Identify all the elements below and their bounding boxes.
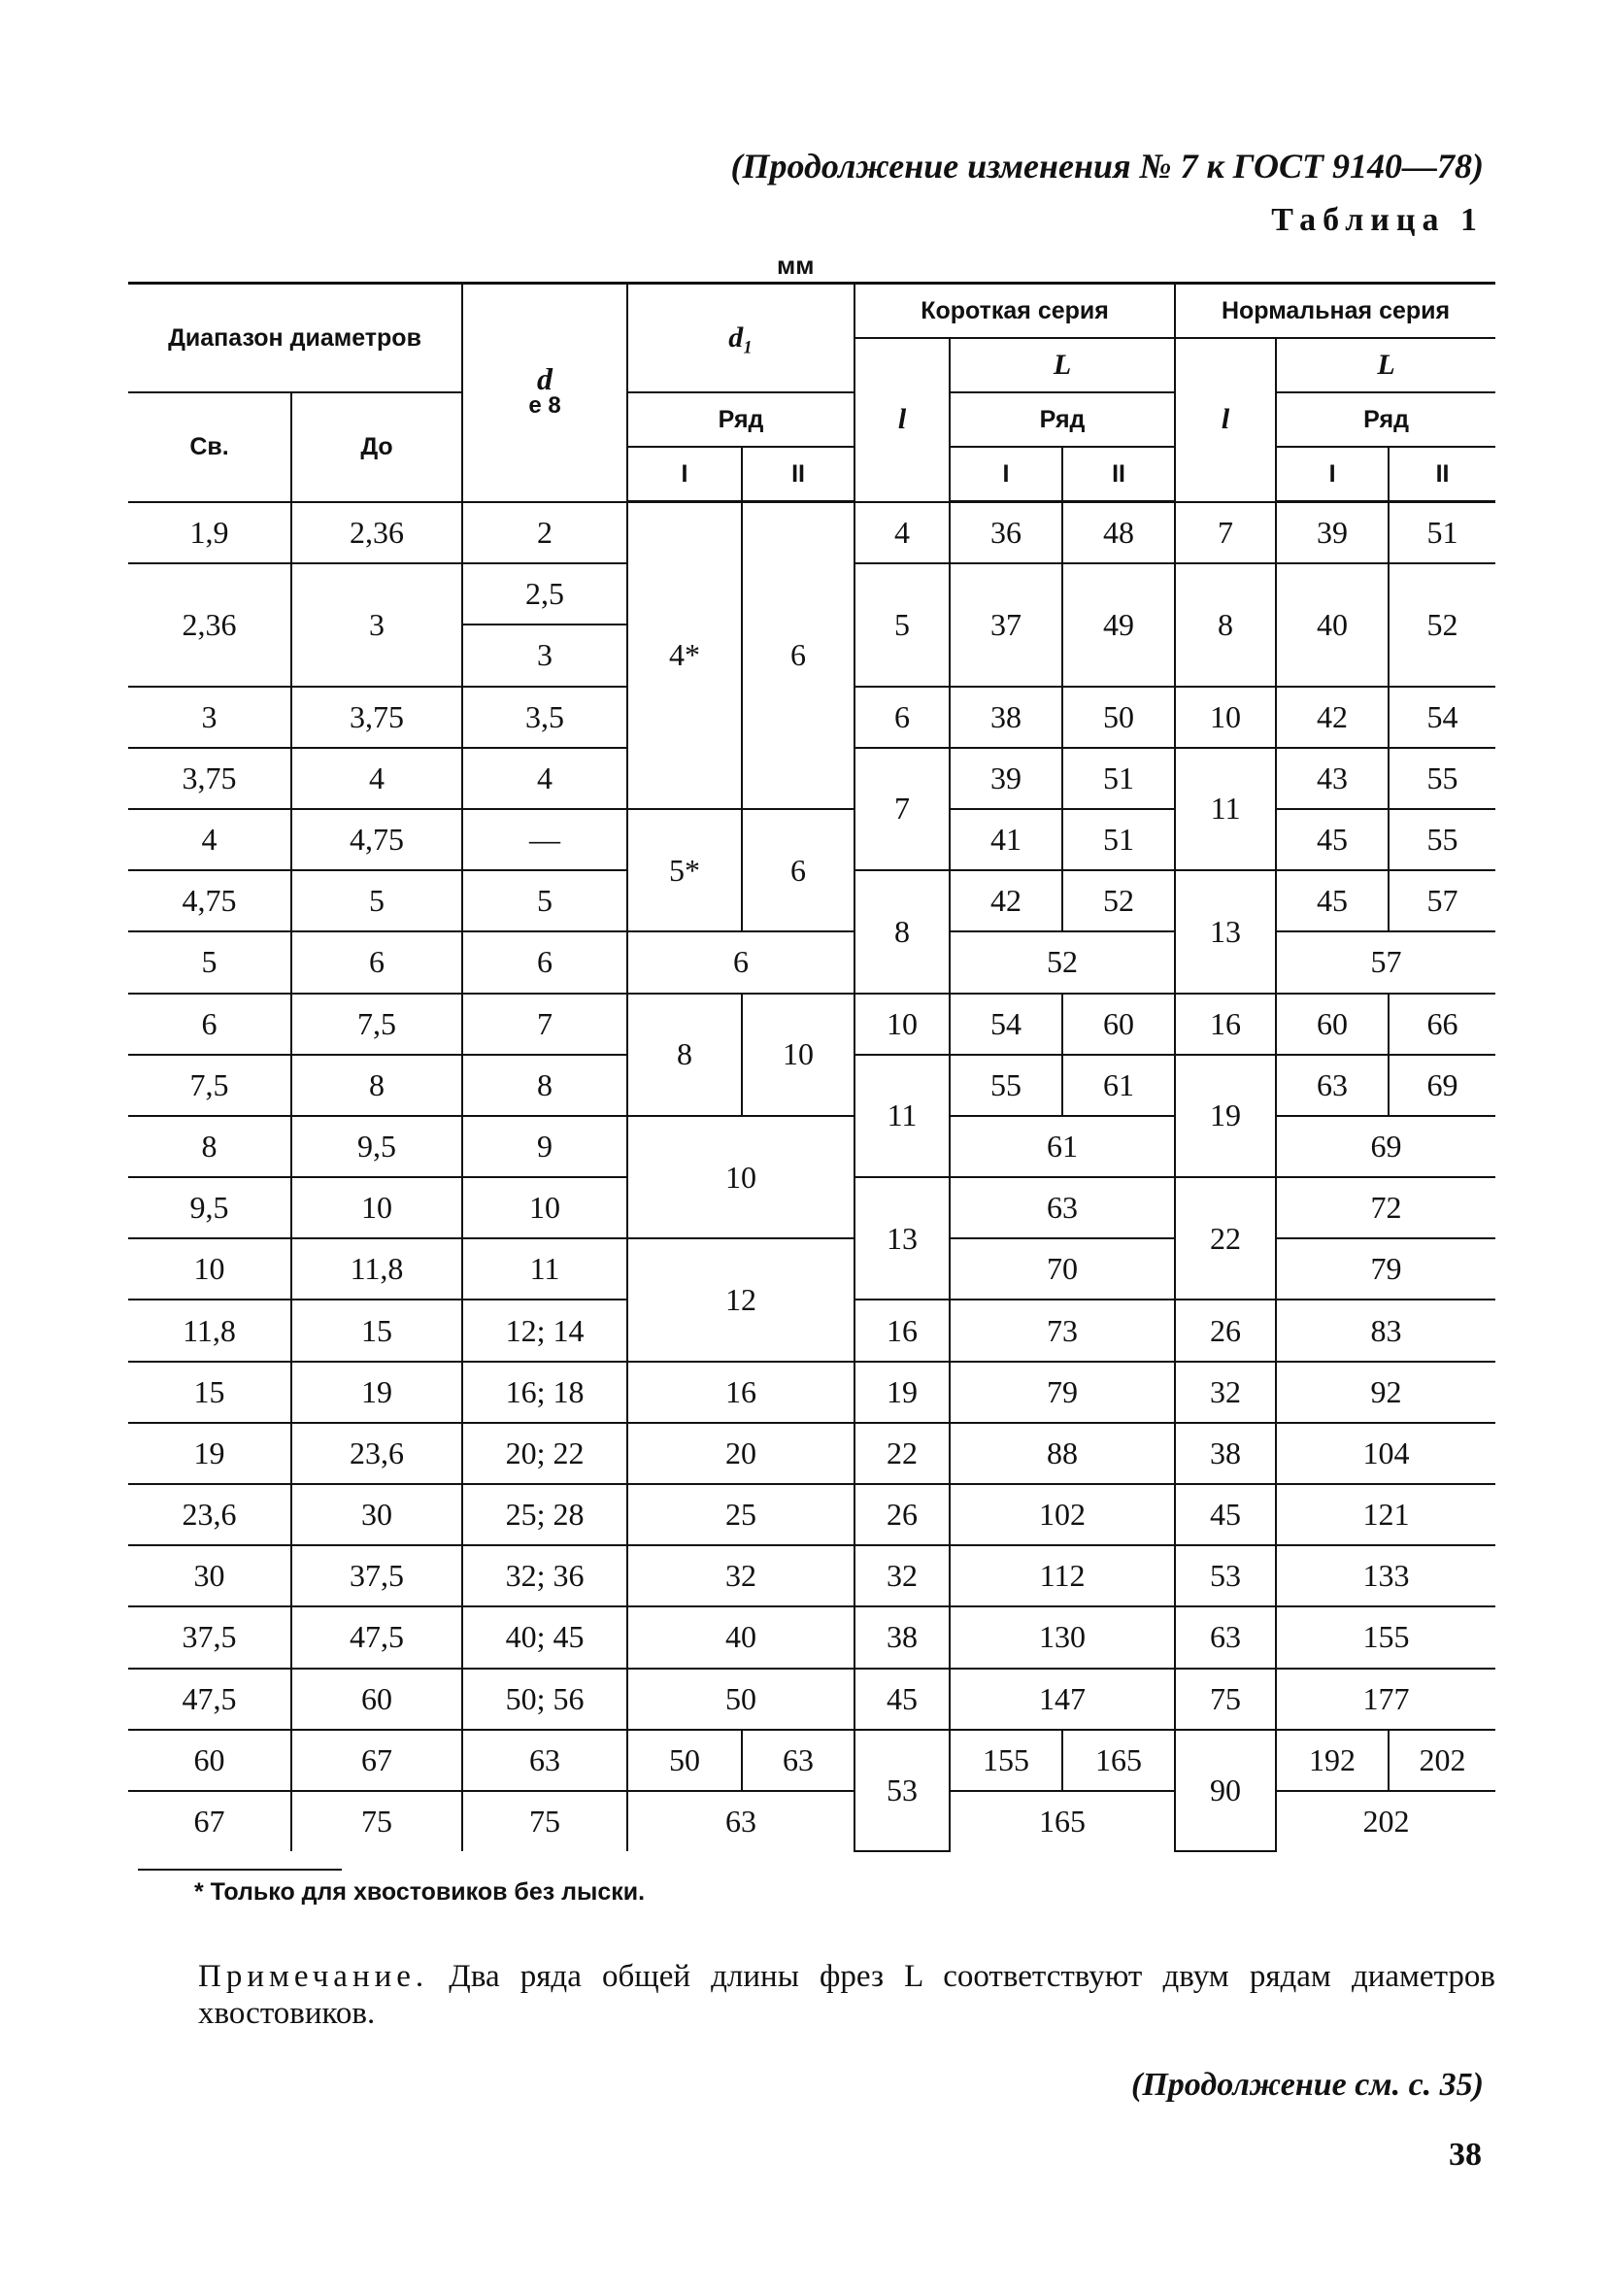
cell-normal-L-I: 43 <box>1276 748 1389 809</box>
cell-normal-l: 90 <box>1175 1730 1276 1851</box>
cell-short-L-merged: 73 <box>950 1300 1175 1361</box>
cell-d1-merged: 10 <box>627 1116 854 1238</box>
cell-short-L-II: 49 <box>1062 563 1175 686</box>
cell-d: 5 <box>462 870 627 931</box>
cell-normal-L-merged: 121 <box>1276 1484 1495 1545</box>
cell-short-L-I: 37 <box>950 563 1062 686</box>
cell-normal-L-merged: 133 <box>1276 1545 1495 1606</box>
cell-normal-L-I: 60 <box>1276 994 1389 1055</box>
header-d1-row-II: II <box>742 447 854 502</box>
cell-d: 32; 36 <box>462 1545 627 1606</box>
cell-d1-merged: 50 <box>627 1669 854 1730</box>
table-row <box>128 1362 1495 1423</box>
table-row <box>128 1238 1495 1300</box>
header-d1: d₁ <box>627 284 854 393</box>
cell-short-l: 6 <box>854 687 950 748</box>
cell-d1-merged: 32 <box>627 1545 854 1606</box>
cell-short-l: 13 <box>854 1177 950 1300</box>
cell-short-l: 11 <box>854 1055 950 1177</box>
cell-from: 23,6 <box>128 1484 291 1545</box>
cell-short-L-II: 61 <box>1062 1055 1175 1116</box>
cell-normal-l: 26 <box>1175 1300 1276 1361</box>
cell-normal-L-II: 69 <box>1389 1055 1495 1116</box>
cell-short-l: 8 <box>854 870 950 993</box>
cell-short-L-merged: 130 <box>950 1606 1175 1668</box>
cell-short-L-I: 42 <box>950 870 1062 931</box>
cell-short-L-merged: 61 <box>950 1116 1175 1177</box>
cell-d1-II: 6 <box>742 502 854 809</box>
cell-from: 47,5 <box>128 1669 291 1730</box>
cell-normal-L-II: 55 <box>1389 748 1495 809</box>
cell-short-L-II: 60 <box>1062 994 1175 1055</box>
dimensions-table <box>128 282 1495 1852</box>
cell-short-l: 16 <box>854 1300 950 1361</box>
cell-normal-L-II: 51 <box>1389 502 1495 564</box>
cell-short-L-II: 48 <box>1062 502 1175 564</box>
cell-from: 10 <box>128 1238 291 1300</box>
cell-short-l: 10 <box>854 994 950 1055</box>
table-row <box>128 502 1495 564</box>
header-d-symbol: d <box>537 361 553 397</box>
cell-short-l: 19 <box>854 1362 950 1423</box>
cell-short-l: 4 <box>854 502 950 564</box>
cell-normal-L-merged: 155 <box>1276 1606 1495 1668</box>
cell-d: 63 <box>462 1730 627 1791</box>
cell-short-L-merged: 63 <box>950 1177 1175 1238</box>
cell-short-L-merged: 70 <box>950 1238 1175 1300</box>
table-row <box>128 809 1495 870</box>
cell-to: 3 <box>291 563 462 686</box>
cell-to: 10 <box>291 1177 462 1238</box>
cell-to: 4,75 <box>291 809 462 870</box>
header-short-row: Ряд <box>950 392 1175 447</box>
cell-from: 4 <box>128 809 291 870</box>
cell-short-L-I: 55 <box>950 1055 1062 1116</box>
cell-to: 7,5 <box>291 994 462 1055</box>
header-d-tolerance: е 8 <box>528 392 561 420</box>
table-caption: Таблица 1 <box>1271 202 1484 238</box>
cell-short-L-II: 52 <box>1062 870 1175 931</box>
cell-from: 5 <box>128 931 291 993</box>
cell-normal-L-merged: 72 <box>1276 1177 1495 1238</box>
cell-d: 12; 14 <box>462 1300 627 1361</box>
header-normal-series: Нормальная серия <box>1175 284 1495 339</box>
cell-short-L-I: 54 <box>950 994 1062 1055</box>
table-row <box>128 1730 1495 1791</box>
cell-d: 25; 28 <box>462 1484 627 1545</box>
cell-short-l: 26 <box>854 1484 950 1545</box>
cell-to: 60 <box>291 1669 462 1730</box>
cell-normal-L-II: 52 <box>1389 563 1495 686</box>
cell-from: 9,5 <box>128 1177 291 1238</box>
cell-d: 40; 45 <box>462 1606 627 1668</box>
header-normal-row-II: II <box>1389 447 1495 502</box>
cell-from: 11,8 <box>128 1300 291 1361</box>
cell-d1-merged: 6 <box>627 931 854 993</box>
cell-normal-L-I: 45 <box>1276 809 1389 870</box>
cell-from: 30 <box>128 1545 291 1606</box>
cell-d1-merged: 20 <box>627 1423 854 1484</box>
cell-short-L-II: 50 <box>1062 687 1175 748</box>
cell-from: 67 <box>128 1791 291 1851</box>
cell-to: 15 <box>291 1300 462 1361</box>
header-short-L: L <box>950 338 1175 392</box>
cell-normal-L-I: 192 <box>1276 1730 1389 1791</box>
cell-from: 7,5 <box>128 1055 291 1116</box>
header-d <box>462 284 627 502</box>
cell-d: 3 <box>462 625 627 686</box>
cell-from: 2,36 <box>128 563 291 686</box>
cell-normal-L-II: 57 <box>1389 870 1495 931</box>
cell-short-L-II: 51 <box>1062 809 1175 870</box>
unit-label: мм <box>777 251 815 280</box>
cell-short-L-merged: 79 <box>950 1362 1175 1423</box>
cell-normal-l: 53 <box>1175 1545 1276 1606</box>
cell-d1-merged: 16 <box>627 1362 854 1423</box>
table-row <box>128 994 1495 1055</box>
header-short-row-II: II <box>1062 447 1175 502</box>
table-row <box>128 1484 1495 1545</box>
cell-from: 37,5 <box>128 1606 291 1668</box>
cell-normal-L-I: 39 <box>1276 502 1389 564</box>
cell-d1-merged: 63 <box>627 1791 854 1851</box>
cell-short-L-merged: 112 <box>950 1545 1175 1606</box>
cell-to: 8 <box>291 1055 462 1116</box>
cell-to: 75 <box>291 1791 462 1851</box>
cell-normal-l: 7 <box>1175 502 1276 564</box>
header-diameter-range: Диапазон диаметров <box>128 284 462 393</box>
footnote: * Только для хвостовиков без лыски. <box>194 1878 646 1906</box>
cell-from: 1,9 <box>128 502 291 564</box>
table-row <box>128 1669 1495 1730</box>
cell-normal-l: 75 <box>1175 1669 1276 1730</box>
cell-to: 67 <box>291 1730 462 1791</box>
cell-d1-merged: 40 <box>627 1606 854 1668</box>
cell-short-L-II: 165 <box>1062 1730 1175 1791</box>
header-short-l: l <box>854 338 950 502</box>
cell-normal-l: 16 <box>1175 994 1276 1055</box>
table-row <box>128 1545 1495 1606</box>
cell-d1-I: 4* <box>627 502 742 809</box>
cell-to: 5 <box>291 870 462 931</box>
cell-short-L-merged: 165 <box>950 1791 1175 1851</box>
cell-short-L-merged: 52 <box>950 931 1175 993</box>
cell-short-L-I: 36 <box>950 502 1062 564</box>
cell-normal-L-merged: 69 <box>1276 1116 1495 1177</box>
cell-short-l: 53 <box>854 1730 950 1851</box>
continuation-footer: (Продолжение см. с. 35) <box>1131 2067 1484 2103</box>
header-normal-row: Ряд <box>1276 392 1495 447</box>
note-paragraph <box>198 1958 1495 2032</box>
cell-d: 75 <box>462 1791 627 1851</box>
table-row <box>128 1606 1495 1668</box>
cell-from: 4,75 <box>128 870 291 931</box>
cell-from: 19 <box>128 1423 291 1484</box>
header-d1-row-I: I <box>627 447 742 502</box>
cell-d: — <box>462 809 627 870</box>
cell-d: 3,5 <box>462 687 627 748</box>
cell-d: 16; 18 <box>462 1362 627 1423</box>
cell-from: 6 <box>128 994 291 1055</box>
cell-to: 3,75 <box>291 687 462 748</box>
cell-normal-L-II: 55 <box>1389 809 1495 870</box>
cell-normal-l: 32 <box>1175 1362 1276 1423</box>
cell-normal-l: 38 <box>1175 1423 1276 1484</box>
header-from: Св. <box>128 392 291 502</box>
cell-to: 47,5 <box>291 1606 462 1668</box>
cell-short-l: 38 <box>854 1606 950 1668</box>
cell-normal-L-merged: 104 <box>1276 1423 1495 1484</box>
cell-d: 10 <box>462 1177 627 1238</box>
cell-d: 2,5 <box>462 563 627 625</box>
cell-normal-l: 10 <box>1175 687 1276 748</box>
cell-d: 4 <box>462 748 627 809</box>
cell-d1-I: 8 <box>627 994 742 1116</box>
cell-normal-L-II: 66 <box>1389 994 1495 1055</box>
header-to: До <box>291 392 462 502</box>
cell-normal-L-merged: 79 <box>1276 1238 1495 1300</box>
cell-d: 11 <box>462 1238 627 1300</box>
cell-d: 2 <box>462 502 627 564</box>
cell-to: 6 <box>291 931 462 993</box>
cell-from: 60 <box>128 1730 291 1791</box>
footnote-rule <box>138 1869 342 1871</box>
note-text: Два ряда общей длины фрез L соответствуют двум рядам диаметров хвостовиков. <box>198 1959 1495 2031</box>
cell-to: 23,6 <box>291 1423 462 1484</box>
cell-short-l: 22 <box>854 1423 950 1484</box>
cell-normal-L-II: 54 <box>1389 687 1495 748</box>
cell-short-L-merged: 102 <box>950 1484 1175 1545</box>
cell-normal-L-I: 42 <box>1276 687 1389 748</box>
cell-to: 11,8 <box>291 1238 462 1300</box>
cell-normal-L-merged: 202 <box>1362 1804 1410 1840</box>
cell-normal-L-merged: 177 <box>1276 1669 1495 1730</box>
cell-normal-l: 19 <box>1175 1055 1276 1177</box>
cell-normal-l: 22 <box>1175 1177 1276 1300</box>
cell-from: 3,75 <box>128 748 291 809</box>
table-row <box>128 1423 1495 1484</box>
cell-short-L-II: 51 <box>1062 748 1175 809</box>
cell-d: 8 <box>462 1055 627 1116</box>
header-short-series: Короткая серия <box>854 284 1175 339</box>
table-row <box>128 1791 1495 1851</box>
cell-d: 20; 22 <box>462 1423 627 1484</box>
header-normal-row-I: I <box>1276 447 1389 502</box>
cell-d1-merged: 25 <box>627 1484 854 1545</box>
header-normal-L: L <box>1276 338 1495 392</box>
cell-normal-L-merged: 83 <box>1276 1300 1495 1361</box>
cell-from: 3 <box>128 687 291 748</box>
cell-short-L-merged: 88 <box>950 1423 1175 1484</box>
header-normal-l: l <box>1175 338 1276 502</box>
cell-normal-L-merged: 92 <box>1276 1362 1495 1423</box>
cell-short-l: 45 <box>854 1669 950 1730</box>
cell-to: 19 <box>291 1362 462 1423</box>
cell-to: 37,5 <box>291 1545 462 1606</box>
cell-short-l: 32 <box>854 1545 950 1606</box>
cell-to: 30 <box>291 1484 462 1545</box>
cell-short-L-I: 155 <box>950 1730 1062 1791</box>
cell-d: 7 <box>462 994 627 1055</box>
header-d1-row: Ряд <box>627 392 854 447</box>
cell-normal-l: 45 <box>1175 1484 1276 1545</box>
table-row <box>128 931 1495 993</box>
cell-from: 8 <box>128 1116 291 1177</box>
cell-to: 4 <box>291 748 462 809</box>
header-short-row-I: I <box>950 447 1062 502</box>
cell-to: 9,5 <box>291 1116 462 1177</box>
cell-short-L-merged: 147 <box>950 1669 1175 1730</box>
cell-normal-L-merged: 57 <box>1276 931 1495 993</box>
cell-d1-II: 63 <box>742 1730 854 1791</box>
cell-d1-I: 50 <box>627 1730 742 1791</box>
cell-short-L-I: 41 <box>950 809 1062 870</box>
continuation-header: (Продолжение изменения № 7 к ГОСТ 9140—78) <box>730 147 1484 186</box>
cell-normal-L-I: 40 <box>1276 563 1389 686</box>
cell-normal-l: 63 <box>1175 1606 1276 1668</box>
cell-normal-l: 11 <box>1175 748 1276 870</box>
cell-d1-II: 10 <box>742 994 854 1116</box>
cell-d: 9 <box>462 1116 627 1177</box>
cell-short-l: 5 <box>854 563 950 686</box>
cell-d1-II: 6 <box>742 809 854 931</box>
cell-from: 15 <box>128 1362 291 1423</box>
cell-short-L-I: 39 <box>950 748 1062 809</box>
cell-normal-L-I: 63 <box>1276 1055 1389 1116</box>
note-title: Примечание. <box>198 1959 429 1994</box>
cell-d1-I: 5* <box>627 809 742 931</box>
cell-to: 2,36 <box>291 502 462 564</box>
cell-normal-l: 13 <box>1175 870 1276 993</box>
table-row <box>128 1116 1495 1177</box>
cell-short-l: 7 <box>854 748 950 870</box>
cell-d: 6 <box>462 931 627 993</box>
cell-d: 50; 56 <box>462 1669 627 1730</box>
cell-normal-l: 8 <box>1175 563 1276 686</box>
cell-d1-merged: 12 <box>627 1238 854 1361</box>
cell-short-L-I: 38 <box>950 687 1062 748</box>
cell-normal-L-II: 202 <box>1389 1730 1495 1791</box>
page-number: 38 <box>1449 2137 1482 2173</box>
cell-normal-L-I: 45 <box>1276 870 1389 931</box>
